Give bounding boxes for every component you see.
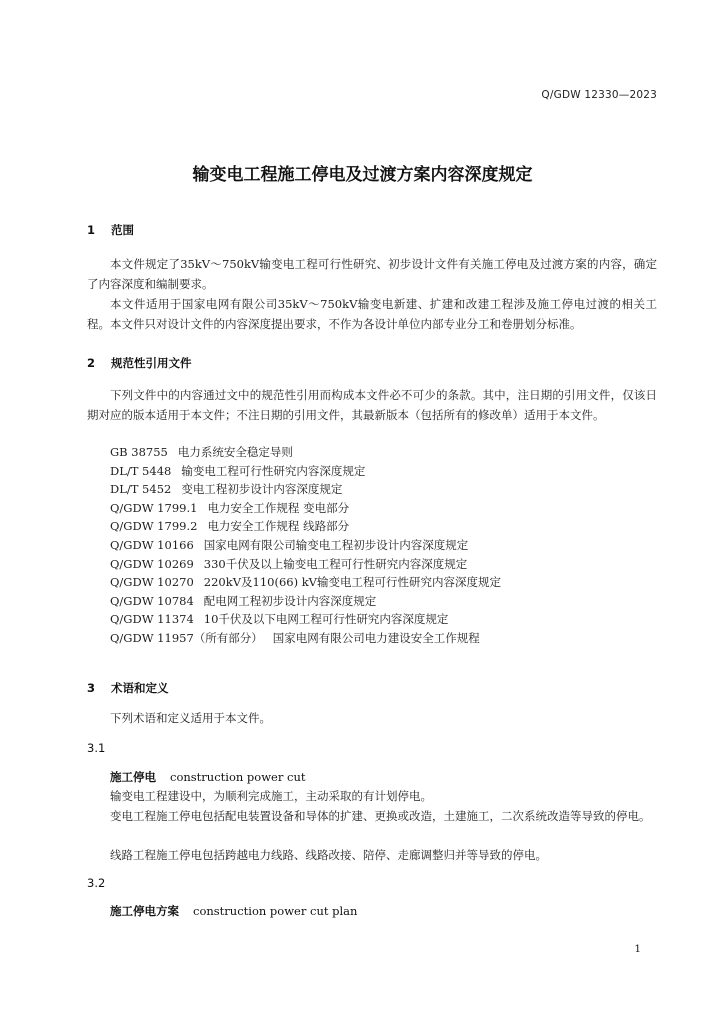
section-title: 术语和定义 [111,681,169,695]
reference-code: Q/GDW 11957（所有部分） [110,630,263,645]
reference-title: 国家电网有限公司输变电工程初步设计内容深度规定 [203,537,469,552]
reference-title: 220kV及110(66) kV输变电工程可行性研究内容深度规定 [203,575,501,590]
reference-item [110,592,501,611]
reference-code: Q/GDW 11374 [110,612,194,627]
section-3-heading [87,680,169,696]
page-number: 1 [634,943,641,955]
reference-item [110,499,501,518]
section-number: 2 [87,356,96,370]
reference-item [110,629,501,648]
reference-code: Q/GDW 10166 [110,537,194,552]
reference-title: 电力安全工作规程 线路部分 [207,519,350,534]
reference-title: 国家电网有限公司电力建设安全工作规程 [272,630,480,645]
section-1-paragraph-1: 本文件规定了35kV～750kV输变电工程可行性研究、初步设计文件有关施工停电及过渡方案的内容，确定了内容深度和编制要求。 [87,257,657,291]
reference-title: 电力系统安全稳定导则 [177,445,293,459]
reference-code: Q/GDW 10270 [110,575,194,590]
document-code: Q/GDW 12330—2023 [541,89,657,101]
reference-code: Q/GDW 10269 [110,556,194,571]
reference-item [110,555,501,574]
document-title: 输变电工程施工停电及过渡方案内容深度规定 [192,165,533,185]
reference-item [110,443,501,462]
section-2-paragraph-1: 下列文件中的内容通过文中的规范性引用而构成本文件必不可少的条款。其中，注日期的引用文件，仅该日期对应的版本适用于本文件；不注日期的引用文件，其最新版本（包括所有的修改单）适用于本文件。 [87,388,657,422]
section-3-paragraph-1: 下列术语和定义适用于本文件。 [110,711,271,725]
term-3-2 [110,903,357,919]
section-1-heading [87,222,134,238]
reference-title: 变电工程初步设计内容深度规定 [181,482,343,497]
term-3-2-number: 3.2 [87,876,106,890]
section-title: 规范性引用文件 [111,356,192,370]
term-3-1-note-1: 变电工程施工停电包括配电装置设备和导体的扩建、更换或改造，土建施工，二次系统改造等导致的停电。 [110,809,651,823]
term-english: construction power cut plan [193,904,358,918]
reference-code: DL/T 5448 [110,463,172,478]
term-english: construction power cut [170,770,306,784]
reference-title: 配电网工程初步设计内容深度规定 [203,593,377,608]
reference-item [110,536,501,555]
term-3-1-definition: 输变电工程建设中，为顺利完成施工，主动采取的有计划停电。 [110,789,432,803]
reference-item [110,573,501,592]
reference-item [110,462,501,481]
reference-code: Q/GDW 10784 [110,593,194,608]
reference-title: 10千伏及以下电网工程可行性研究内容深度规定 [203,612,449,627]
reference-title: 330千伏及以上输变电工程可行性研究内容深度规定 [203,556,468,571]
reference-code: Q/GDW 1799.1 [110,500,198,515]
reference-title: 输变电工程可行性研究内容深度规定 [181,463,366,478]
reference-list [110,443,501,648]
reference-code: DL/T 5452 [110,482,172,497]
reference-code: Q/GDW 1799.2 [110,519,198,534]
reference-code: GB 38755 [110,445,168,459]
reference-title: 电力安全工作规程 变电部分 [207,500,350,515]
reference-item [110,517,501,536]
term-chinese: 施工停电 [110,770,156,784]
section-title: 范围 [111,223,135,237]
section-number: 1 [87,223,96,237]
term-chinese: 施工停电方案 [110,904,179,918]
section-2-heading [87,355,192,371]
reference-item [110,610,501,629]
term-3-1-note-2: 线路工程施工停电包括跨越电力线路、线路改接、陪停、走廊调整归并等导致的停电。 [110,848,547,862]
reference-item [110,480,501,499]
term-3-1-number: 3.1 [87,741,106,755]
section-1-paragraph-2: 本文件适用于国家电网有限公司35kV～750kV输变电新建、扩建和改建工程涉及施工停电过渡的相关工程。本文件只对设计文件的内容深度提出要求，不作为各设计单位内部专业分工和卷册划分标准。 [87,297,657,331]
section-number: 3 [87,681,96,695]
term-3-1 [110,769,305,785]
